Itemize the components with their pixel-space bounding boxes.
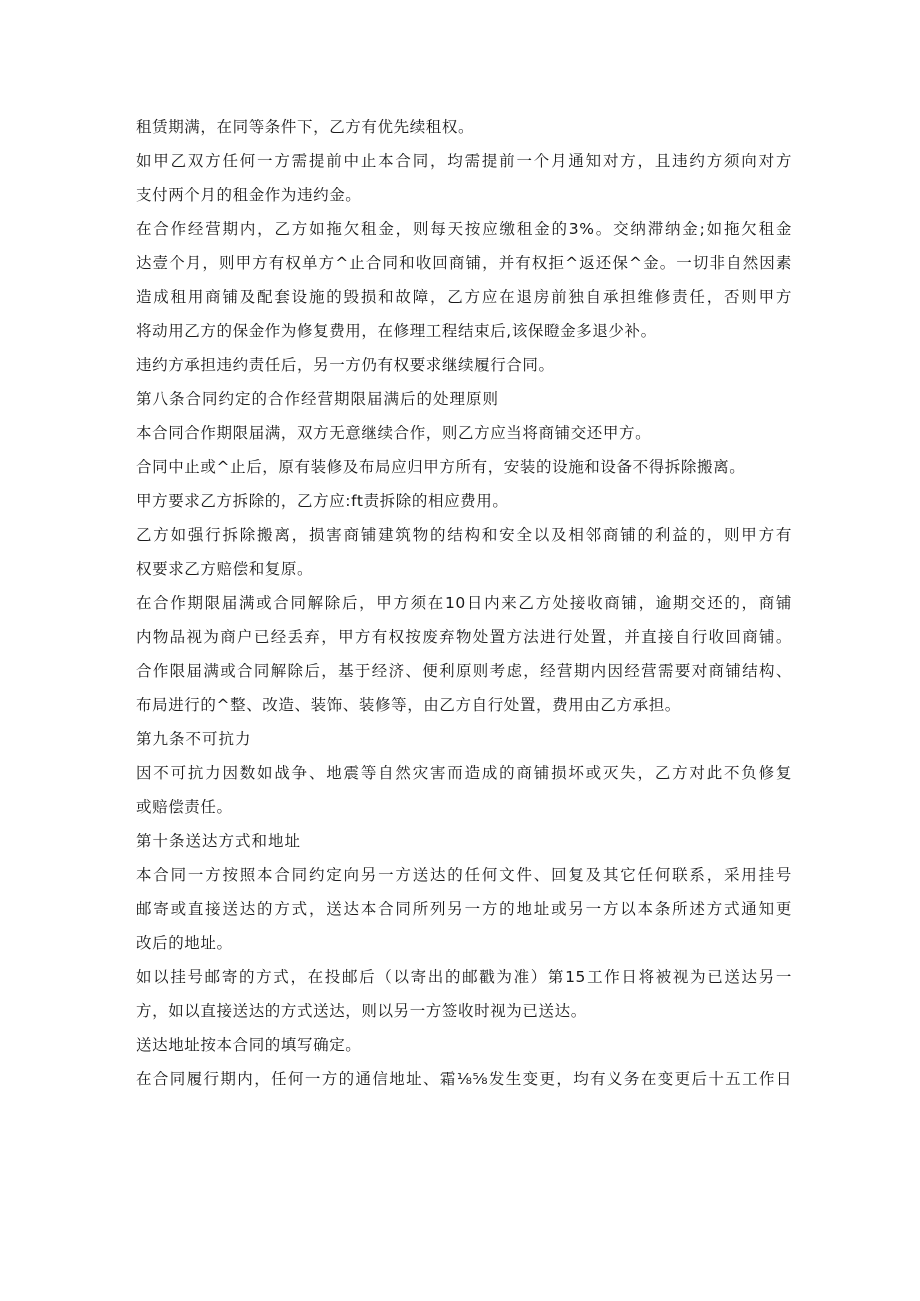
text-line-1: 租赁期满，在同等条件下，乙方有优先续租权。 (136, 118, 475, 136)
text-line-17: 合作限届满或合同解除后，基于经济、便利原则考虑，经营期内因经营需要对商铺结构、 (136, 662, 792, 680)
text-line-21: 或赔偿责任。 (136, 798, 233, 816)
text-line-3: 支付两个月的租金作为违约金。 (136, 186, 362, 204)
text-line-27: 方，如以直接送达的方式送达，则以另一方签收时视为已送达。 (136, 1002, 587, 1020)
document-body (136, 110, 792, 1096)
text-line-7: 将动用乙方的保金作为修复费用，在修理工程结束后,该保瞪金多退少补。 (136, 322, 657, 340)
section-heading-8: 第八条合同约定的合作经营期限届满后的处理原则 (136, 390, 500, 408)
text-line-4: 在合作经营期内，乙方如拖欠租金，则每天按应缴租金的3%。交纳滞纳金;如拖欠租金 (136, 220, 792, 238)
text-line-13: 乙方如强行拆除搬离，损害商铺建筑物的结构和安全以及相邻商铺的利益的，则甲方有 (136, 526, 792, 544)
text-line-23: 本合同一方按照本合同约定向另一方送达的任何文件、回复及其它任何联系，采用挂号 (136, 866, 792, 884)
section-heading-10: 第十条送达方式和地址 (136, 832, 302, 850)
text-line-29: 在合同履行期内，任何一方的通信地址、霜⅛⅝发生变更，均有义务在变更后十五工作日 (136, 1070, 792, 1088)
text-line-20: 因不可抗力因数如战争、地震等自然灾害而造成的商铺损坏或灭失，乙方对此不负修复 (136, 764, 792, 782)
text-line-12: 甲方要求乙方拆除的，乙方应:ft责拆除的相应费用。 (136, 492, 509, 510)
text-line-8: 违约方承担违约责任后，另一方仍有权要求继续履行合同。 (136, 356, 555, 374)
text-line-25: 改后的地址。 (136, 934, 233, 952)
text-line-5: 达壹个月，则甲方有权单方^止合同和收回商铺，并有权拒^返还保^金。一切非自然因素 (136, 254, 792, 272)
text-line-2: 如甲乙双方任何一方需提前中止本合同，均需提前一个月通知对方，且违约方须向对方 (136, 152, 792, 170)
text-line-15: 在合作期限届满或合同解除后，甲方须在10日内来乙方处接收商铺，逾期交还的，商铺 (136, 594, 792, 612)
text-line-14: 权要求乙方赔偿和复原。 (136, 560, 314, 578)
text-line-6: 造成租用商铺及配套设施的毁损和故障，乙方应在退房前独自承担维修责任，否则甲方 (136, 288, 792, 306)
text-line-11: 合同中止或^止后，原有装修及布局应归甲方所有，安装的设施和设备不得拆除搬离。 (136, 458, 746, 476)
section-heading-9: 第九条不可抗力 (136, 730, 252, 748)
text-line-24: 邮寄或直接送达的方式，送达本合同所列另一方的地址或另一方以本条所述方式通知更 (136, 900, 792, 918)
text-line-28: 送达地址按本合同的填写确定。 (136, 1036, 362, 1054)
text-line-18: 布局进行的^整、改造、装饰、装修等，由乙方自行处置，费用由乙方承担。 (136, 696, 681, 714)
text-line-16: 内物品视为商户已经丢弃，甲方有权按废弃物处置方法进行处置，并直接自行收回商铺。 (136, 628, 792, 646)
text-line-10: 本合同合作期限届满，双方无意继续合作，则乙方应当将商铺交还甲方。 (136, 424, 652, 442)
text-line-26: 如以挂号邮寄的方式，在投邮后（以寄出的邮戳为准）第15工作日将被视为已送达另一 (136, 968, 792, 986)
